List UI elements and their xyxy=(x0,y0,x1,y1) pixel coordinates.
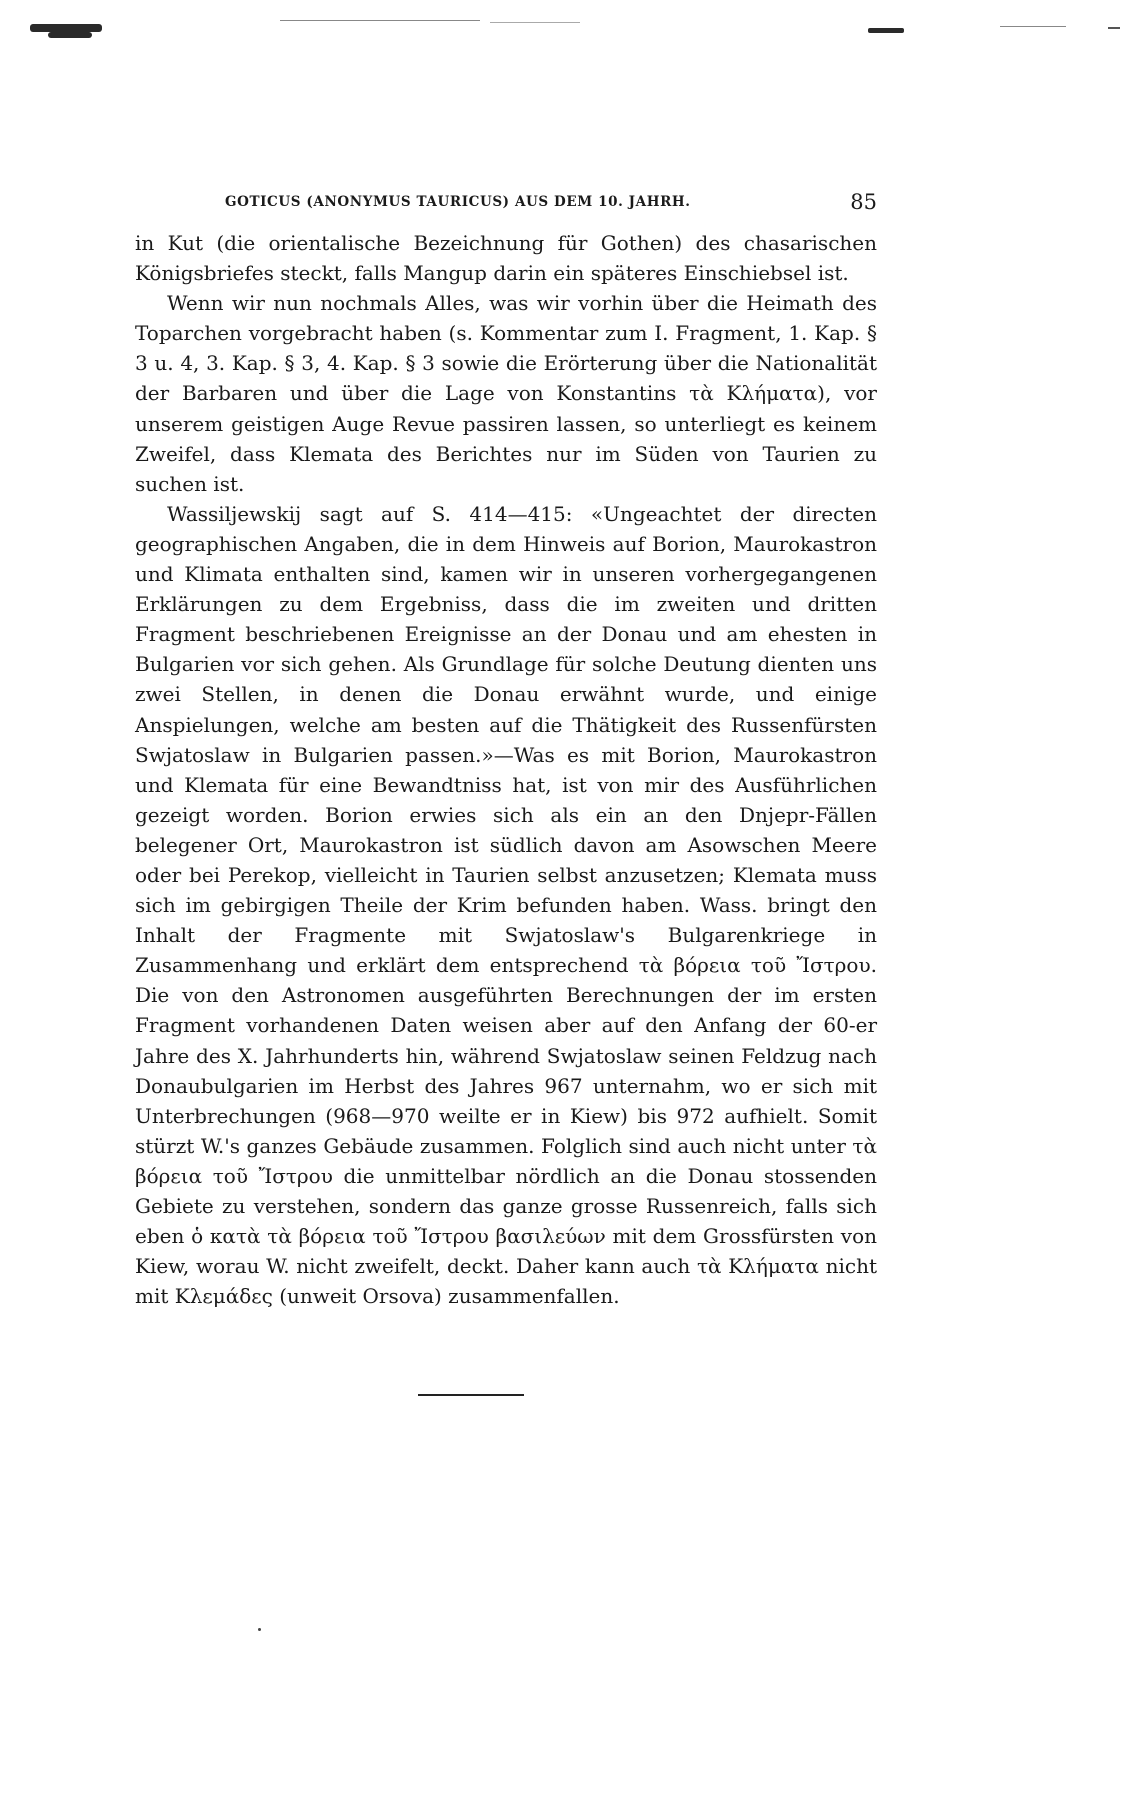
scan-speck xyxy=(258,1628,261,1631)
scan-artifact-line-2 xyxy=(490,22,580,23)
scan-artifact-dash xyxy=(1108,27,1120,29)
paragraph-1: in Kut (die orientalische Bezeichnung für Gothen) des chasarischen Königsbriefes steckt, falls Mangup darin ein späteres Einschiebsel ist. xyxy=(135,231,877,286)
body-text xyxy=(135,228,877,1311)
scan-artifact-right xyxy=(868,28,904,33)
paragraph-2: Wenn wir nun nochmals Alles, was wir vorhin über die Heimath des Toparchen vorgebracht haben (s. Kommentar zum I. Fragment, 1. Kap. § 3 u. 4, 3. Kap. § 3, 4. Kap. § 3 sowie die Erörterung über die Nationalität der Barbaren und über die Lage von Konstantins τὰ Κλήματα), vor unserem geistigen Auge Revue passiren lassen, so unterliegt es keinem Zweifel, dass Klemata des Berichtes nur im Süden von Taurien zu suchen ist. xyxy=(135,291,877,496)
paragraph-3: Wassiljewskij sagt auf S. 414—415: «Ungeachtet der directen geographischen Angaben, die in dem Hinweis auf Borion, Maurokastron und Klimata enthalten sind, kamen wir in unseren vorhergegangenen Erklärungen zu dem Ergebniss, dass die im zweiten und dritten Fragment beschriebenen Ereignisse an der Donau und am ehesten in Bulgarien vor sich gehen. Als Grundlage für solche Deutung dienten uns zwei Stellen, in denen die Donau erwähnt wurde, und einige Anspielungen, welche am besten auf die Thätigkeit des Russenfürsten Swjatoslaw in Bulgarien passen.»—Was es mit Borion, Maurokastron und Klemata für eine Bewandtniss hat, ist von mir des Ausführlichen gezeigt worden. Borion erwies sich als ein an den Dnjepr-Fällen belegener Ort, Maurokastron ist südlich davon am Asowschen Meere oder bei Perekop, vielleicht in Taurien selbst anzusetzen; Klemata muss sich im gebirgigen Theile der Krim befunden haben. Wass. bringt den Inhalt der Fragmente mit Swjatoslaw's Bulgarenkriege in Zusammenhang und erklärt dem entsprechend τὰ βόρεια τοῦ Ἴστρου. Die von den Astronomen ausgeführten Berechnungen der im ersten Fragment vorhandenen Daten weisen aber auf den Anfang der 60-er Jahre des X. Jahrhunderts hin, während Swjatoslaw seinen Feldzug nach Donaubulgarien im Herbst des Jahres 967 unternahm, wo er sich mit Unterbrechungen (968—970 weilte er in Kiew) bis 972 aufhielt. Somit stürzt W.'s ganzes Gebäude zusammen. Folglich sind auch nicht unter τὰ βόρεια τοῦ Ἴστρου die unmittelbar nördlich an die Donau stossenden Gebiete zu verstehen, sondern das ganze grosse Russenreich, falls sich eben ὁ κατὰ τὰ βόρεια τοῦ Ἴστρου βασιλεύων mit dem Grossfürsten von Kiew, worau W. nicht zweifelt, deckt. Daher kann auch τὰ Κλήματα nicht mit Κλεμάδες (unweit Orsova) zusammenfallen. xyxy=(135,501,877,1309)
scan-artifact-left-tail xyxy=(48,32,92,38)
scan-artifact-left xyxy=(30,24,102,32)
scan-artifact-line-3 xyxy=(1000,26,1066,27)
section-end-rule xyxy=(418,1394,524,1396)
page-number: 85 xyxy=(850,190,877,214)
running-head: GOTICUS (ANONYMUS TAURICUS) AUS DEM 10. JAHRH. xyxy=(225,194,691,210)
page-header xyxy=(135,190,877,216)
scan-artifact-line-1 xyxy=(280,20,480,21)
